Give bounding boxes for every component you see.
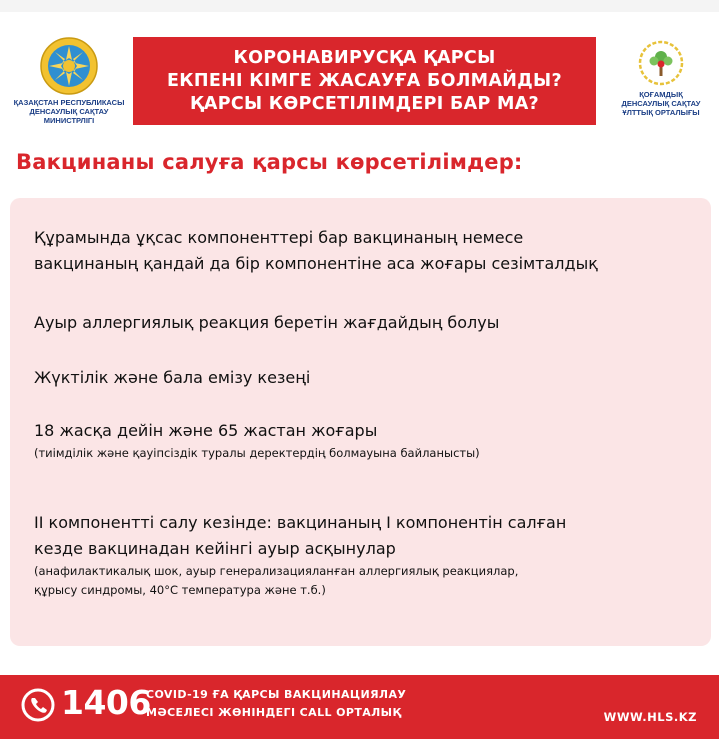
call-center-text: МӘСЕЛЕСІ ЖӨНІНДЕГІ CALL ОРТАЛЫҚ (146, 706, 402, 719)
footer-bar (0, 675, 719, 739)
title-line: ҚАРСЫ КӨРСЕТІЛІМДЕРІ БАР МА? (190, 93, 539, 114)
website-link[interactable]: WWW.HLS.KZ (603, 710, 697, 724)
phone-icon (20, 687, 56, 723)
ministry-logo (8, 36, 130, 125)
state-emblem-icon (39, 36, 99, 96)
contraindication-item: Жүктілік және бала емізу кезеңі (34, 368, 311, 387)
tree-logo-icon (638, 40, 684, 86)
title-line: КОРОНАВИРУСҚА ҚАРСЫ (233, 47, 496, 68)
contraindication-note: құрысу синдромы, 40°C температура және т.б.) (34, 583, 326, 597)
contraindication-note: (тиімділік және қауіпсіздік туралы деректердің болмауына байланысты) (34, 446, 480, 460)
health-center-logo (606, 40, 716, 117)
health-center-name: ҚОҒАМДЫҚ ДЕНСАУЛЫҚ САҚТАУ ҰЛТТЫҚ ОРТАЛЫҒЫ (621, 90, 701, 117)
contraindication-item: 18 жасқа дейін және 65 жастан жоғары (тиімділік және қауіпсіздік туралы деректердің болмауына байланысты) (34, 418, 480, 463)
contraindications-card (10, 198, 711, 646)
top-strip (0, 0, 719, 12)
contraindication-item: Құрамында ұқсас компоненттері бар вакцинаның немесе вакцинаның қандай да бір компонентіне аса жоғары сезімталдық (34, 228, 598, 273)
ministry-name: ҚАЗАҚСТАН РЕСПУБЛИКАСЫ ДЕНСАУЛЫҚ САҚТАУ МИНИСТРЛІГІ (13, 98, 125, 125)
contraindication-note: (анафилактикалық шок, ауыр генерализацияланған аллергиялық реакциялар, (34, 564, 519, 578)
contraindication-item: Ауыр аллергиялық реакция беретін жағдайдың болуы (34, 313, 500, 332)
contraindication-item: ІІ компонентті салу кезінде: вакцинаның І компонентін салған кезде вакцинадан кейінгі ауыр асқынулар (анафилактикалық шок, ауыр генерализацияланған аллергиялық реакциялар, құрысу синдромы, 40°C температура және т.б.) (34, 510, 566, 600)
call-center-text: COVID-19 ҒА ҚАРСЫ ВАКЦИНАЦИЯЛАУ (146, 688, 407, 701)
title-line: ЕКПЕНІ КІМГЕ ЖАСАУҒА БОЛМАЙДЫ? (167, 70, 562, 91)
section-heading: Вакцинаны салуға қарсы көрсетілімдер: (16, 150, 523, 174)
phone-number: 1406 (61, 683, 151, 722)
title-banner (133, 37, 596, 125)
